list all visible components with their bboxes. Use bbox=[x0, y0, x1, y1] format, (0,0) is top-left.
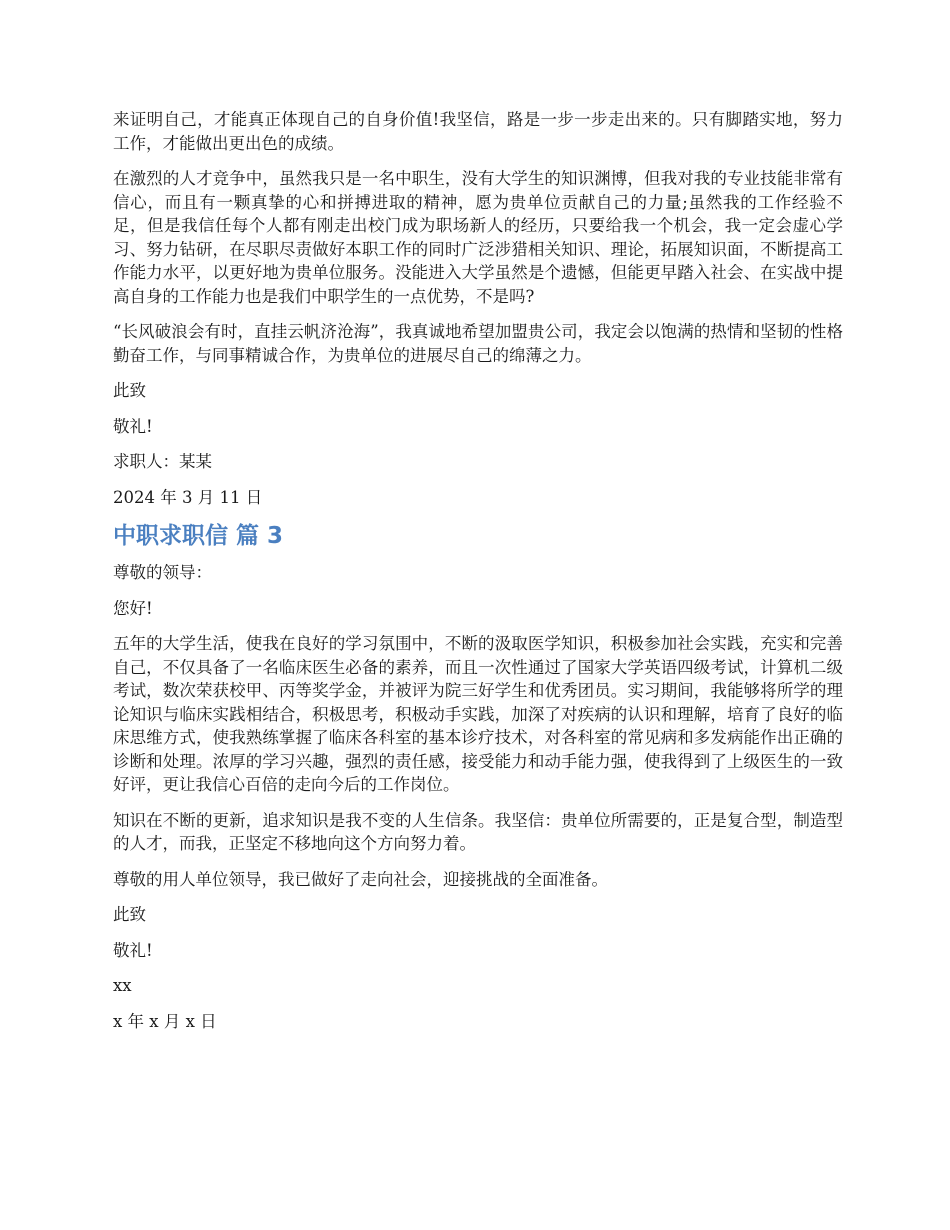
body-paragraph: 五年的大学生活，使我在良好的学习氛围中，不断的汲取医学知识，积极参加社会实践，充实和完善自己，不仅具备了一名临床医生必备的素养，而且一次性通过了国家大学英语四级考试，计算机二级考试，数次荣获校甲、丙等奖学金，并被评为院三好学生和优秀团员。实习期间，我能够将所学的理论知识与临床实践相结合，积极思考，积极动手实践，加深了对疾病的认识和理解，培育了良好的临床思维方式，使我熟练掌握了临床各科室的基本诊疗技术，对各科室的常见病和多发病能作出正确的诊断和处理。浓厚的学习兴趣，强烈的责任感，接受能力和动手能力强，使我得到了上级医生的一致好评，更让我信心百倍的走向今后的工作岗位。 bbox=[113, 634, 843, 794]
closing-regards: 敬礼! bbox=[113, 416, 153, 436]
closing-line: 此致 bbox=[113, 381, 146, 400]
greeting: 您好! bbox=[113, 598, 153, 618]
closing-line: 此致 bbox=[113, 905, 146, 924]
letter-date: x 年 x 月 x 日 bbox=[113, 1011, 217, 1031]
body-paragraph: “长风破浪会有时，直挂云帆济沧海”，我真诚地希望加盟贵公司，我定会以饱满的热情和坚韧的性格勤奋工作，与同事精诚合作，为贵单位的进展尽自己的绵薄之力。 bbox=[113, 322, 843, 365]
closing-regards: 敬礼! bbox=[113, 940, 153, 960]
body-paragraph: 知识在不断的更新，追求知识是我不变的人生信条。我坚信：贵单位所需要的，正是复合型，制造型的人才，而我，正坚定不移地向这个方向努力着。 bbox=[113, 810, 843, 853]
body-paragraph: 在激烈的人才竞争中，虽然我只是一名中职生，没有大学生的知识渊博，但我对我的专业技能非常有信心，而且有一颗真挚的心和拼搏进取的精神，愿为贵单位贡献自己的力量;虽然我的工作经验不足，但是我信任每个人都有刚走出校门成为职场新人的经历，只要给我一个机会，我一定会虚心学习、努力钻研，在尽职尽责做好本职工作的同时广泛涉猎相关知识、理论，拓展知识面，不断提高工作能力水平，以更好地为贵单位服务。没能进入大学虽然是个遗憾，但能更早踏入社会、在实战中提高自身的工作能力也是我们中职学生的一点优势，不是吗? bbox=[113, 169, 843, 306]
signature: 求职人：某某 bbox=[113, 452, 212, 471]
letter-date: 2024 年 3 月 11 日 bbox=[113, 487, 263, 507]
document-page bbox=[113, 108, 843, 1045]
signature: xx bbox=[113, 976, 132, 995]
salutation: 尊敬的领导： bbox=[113, 563, 212, 582]
body-paragraph: 来证明自己，才能真正体现自己的自身价值!我坚信，路是一步一步走出来的。只有脚踏实地，努力工作，才能做出更出色的成绩。 bbox=[113, 110, 843, 153]
body-paragraph: 尊敬的用人单位领导，我已做好了走向社会，迎接挑战的全面准备。 bbox=[113, 869, 608, 889]
section-heading: 中职求职信 篇 3 bbox=[113, 523, 284, 549]
